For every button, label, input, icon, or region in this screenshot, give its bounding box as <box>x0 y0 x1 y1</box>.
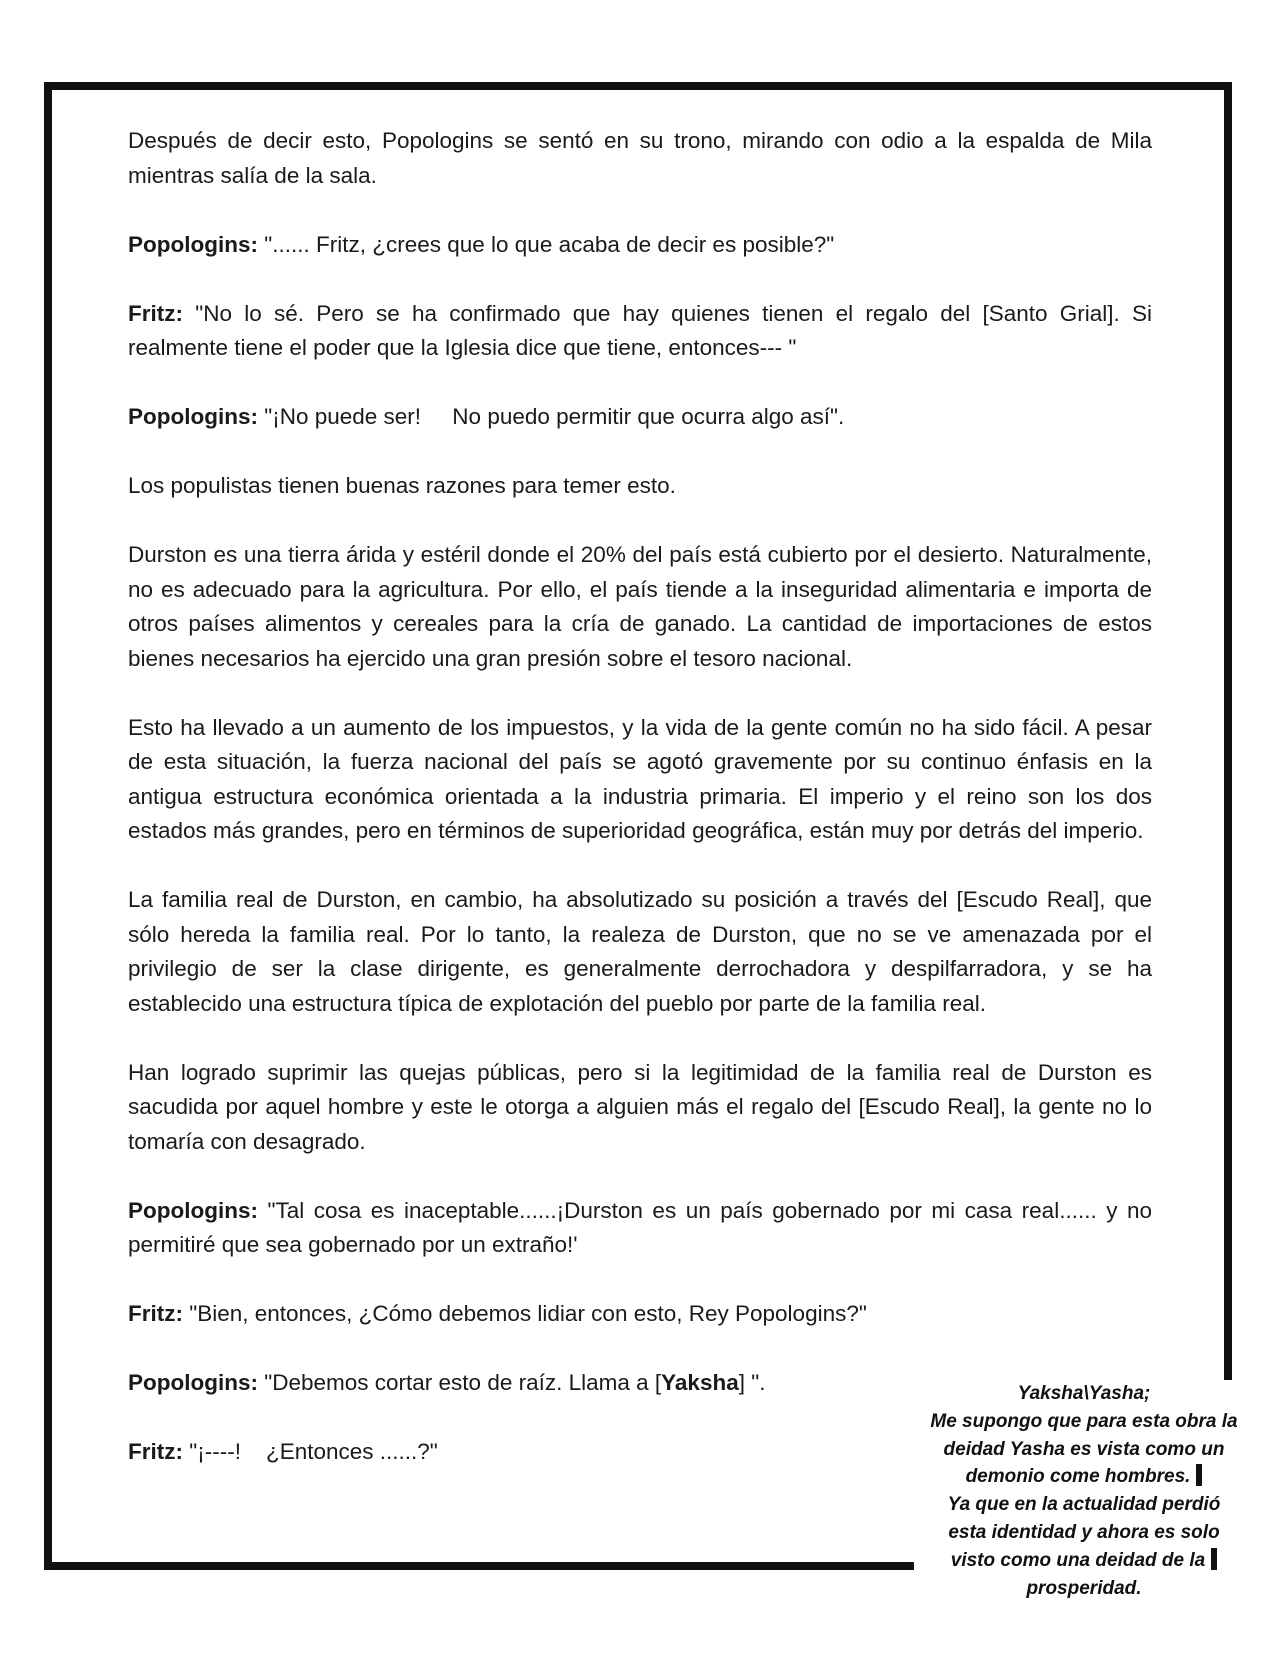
speaker-name: Popologins: <box>128 231 258 257</box>
note-line <box>914 1463 1254 1491</box>
note-line: esta identidad y ahora es solo <box>914 1519 1254 1547</box>
speaker-name: Fritz: <box>128 300 183 326</box>
dialogue-paragraph <box>128 400 1152 435</box>
narration-paragraph <box>128 538 1152 676</box>
note-line <box>914 1547 1254 1575</box>
dialogue-text: "...... Fritz, ¿crees que lo que acaba de decir es posible?" <box>257 231 835 257</box>
dialogue-text: "Tal cosa es inaceptable......¡Durston es un país gobernado por mi casa real...... y no permitiré que sea gobernado por un extraño!' <box>128 1197 1152 1257</box>
narration-paragraph <box>128 124 1152 193</box>
note-line: Me supongo que para esta obra la <box>914 1408 1254 1436</box>
note-line-text: demonio come hombres. <box>965 1466 1191 1488</box>
note-line: Ya que en la actualidad perdió <box>914 1491 1254 1519</box>
dialogue-text: "Bien, entonces, ¿Cómo debemos lidiar con esto, Rey Popologins?" <box>183 1301 867 1326</box>
dialogue-text: "¡----! ¿Entonces ......?" <box>183 1439 438 1464</box>
note-line-text: visto como una deidad de la <box>950 1549 1206 1571</box>
story-text <box>128 124 1152 1470</box>
paragraph-text: La familia real de Durston, en cambio, ha absolutizado su posición a través del [Escudo Real], que sólo hereda la familia real. Por lo tanto, la realeza de Durston, que no se ve amenazada por el privilegio de ser la clase dirigente, es generalmente derrochadora y despilfarradora, y se ha establecido una estructura típica de explotación del pueblo por parte de la familia real. <box>128 887 1152 1016</box>
speaker-name: Fritz: <box>128 1301 183 1326</box>
dialogue-paragraph <box>128 1297 1152 1332</box>
speaker-name: Popologins: <box>128 404 258 429</box>
dialogue-paragraph <box>128 228 1152 263</box>
dialogue-text: "Debemos cortar esto de raíz. Llama a [ <box>257 1370 662 1395</box>
narration-paragraph <box>128 883 1152 1021</box>
yaksha-term: Yaksha <box>661 1370 739 1395</box>
dialogue-text: "No lo sé. Pero se ha confirmado que hay quienes tienen el regalo del [Santo Grial]. Si realmente tiene el poder que la Iglesia dice que tiene, entonces--- " <box>128 300 1152 360</box>
paragraph-text: Esto ha llevado a un aumento de los impuestos, y la vida de la gente común no ha sido fácil. A pesar de esta situación, la fuerza nacional del país se agotó gravemente por su continuo énfasis en la antigua estructura económica orientada a la industria primaria. El imperio y el reino son los dos estados más grandes, pero en términos de superioridad geográfica, están muy por detrás del imperio. <box>128 714 1152 843</box>
note-title: Yaksha\Yasha; <box>914 1380 1254 1408</box>
speaker-name: Popologins: <box>128 1197 258 1223</box>
note-line: deidad Yasha es vista como un <box>914 1436 1254 1464</box>
paragraph-text: Los populistas tienen buenas razones para temer esto. <box>128 473 676 498</box>
narration-paragraph <box>128 469 1152 504</box>
paragraph-text: Después de decir esto, Popologins se sentó en su trono, mirando con odio a la espalda de Mila mientras salía de la sala. <box>128 128 1152 188</box>
note-marker <box>1196 1464 1202 1486</box>
speaker-name: Popologins: <box>128 1370 258 1395</box>
dialogue-paragraph <box>128 1194 1152 1263</box>
speaker-name: Fritz: <box>128 1439 183 1464</box>
narration-paragraph <box>128 711 1152 849</box>
narration-paragraph <box>128 1056 1152 1160</box>
note-line: prosperidad. <box>914 1575 1254 1603</box>
dialogue-text: "¡No puede ser! No puedo permitir que ocurra algo así". <box>257 404 845 429</box>
dialogue-text: ] ". <box>738 1370 766 1395</box>
translator-note <box>914 1380 1254 1602</box>
paragraph-text: Durston es una tierra árida y estéril donde el 20% del país está cubierto por el desierto. Naturalmente, no es adecuado para la agricultura. Por ello, el país tiende a la inseguridad alimentaria e importa de otros países alimentos y cereales para la cría de ganado. La cantidad de importaciones de estos bienes necesarios ha ejercido una gran presión sobre el tesoro nacional. <box>128 542 1152 671</box>
note-marker <box>1211 1548 1217 1570</box>
paragraph-text: Han logrado suprimir las quejas públicas, pero si la legitimidad de la familia real de Durston es sacudida por aquel hombre y este le otorga a alguien más el regalo del [Escudo Real], la gente no lo tomaría con desagrado. <box>128 1059 1152 1154</box>
dialogue-paragraph <box>128 297 1152 366</box>
